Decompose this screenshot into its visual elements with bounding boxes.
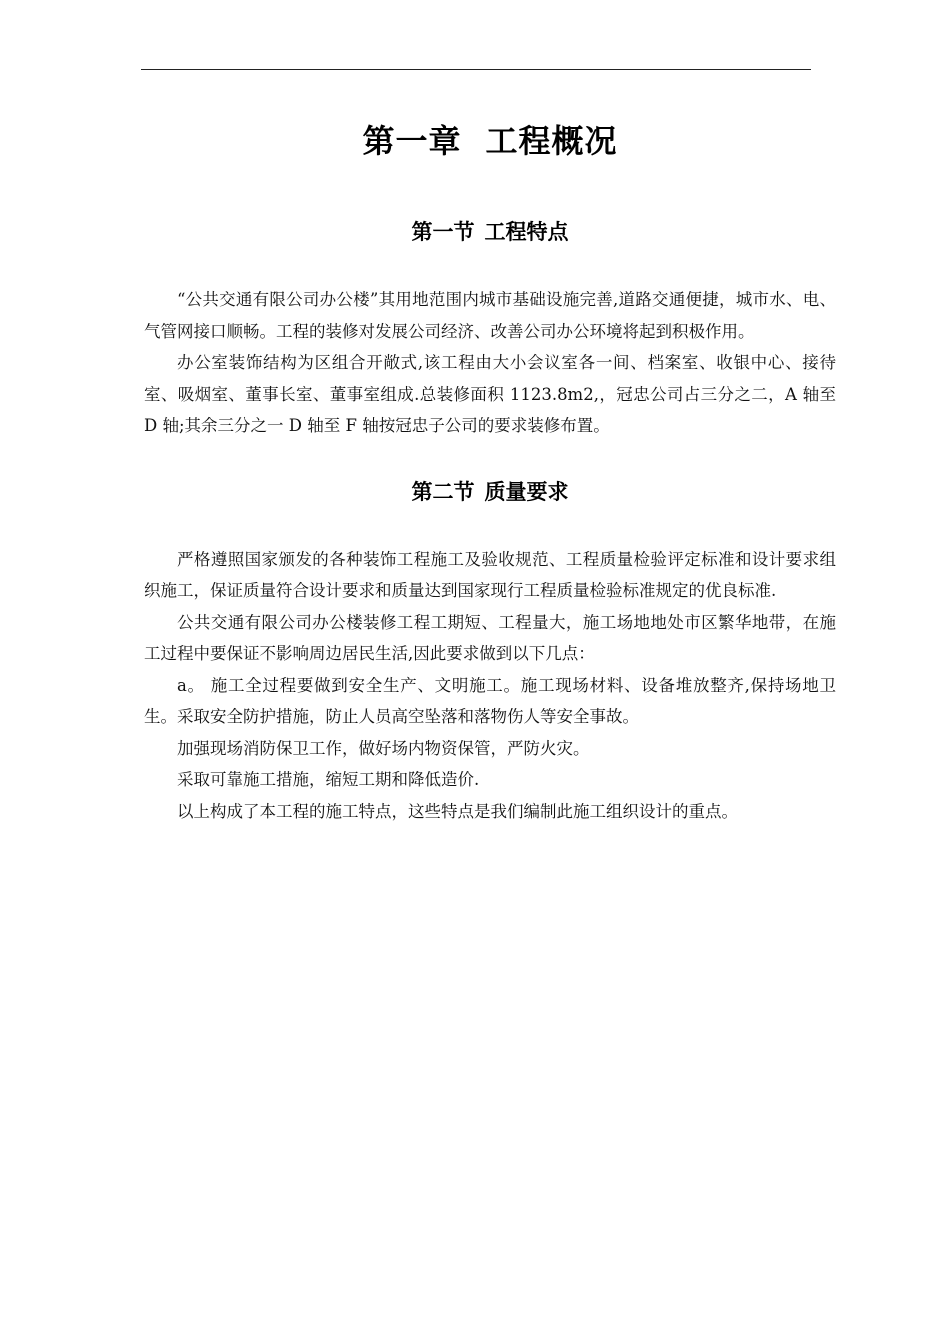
page-content <box>144 112 836 827</box>
paragraph: 公共交通有限公司办公楼装修工程工期短、工程量大，施工场地地处市区繁华地带，在施工过程中要保证不影响周边居民生活,因此要求做到以下几点： <box>144 612 836 663</box>
header-rule <box>141 69 811 70</box>
section-heading: 工程特点 <box>484 220 569 244</box>
section-heading: 质量要求 <box>484 479 569 504</box>
section-number: 第二节 <box>411 479 475 504</box>
paragraph: 采取可靠施工措施，缩短工期和降低造价. <box>177 770 480 789</box>
paragraph: 加强现场消防保卫工作，做好场内物资保管，严防火灾。 <box>177 738 590 758</box>
paragraph: “公共交通有限公司办公楼”其用地范围内城市基础设施完善,道路交通便捷，城市水、电、气管网接口顺畅。工程的装修对发展公司经济、改善公司办公环境将起到积极作用。 <box>144 290 836 341</box>
paragraph: 办公室装饰结构为区组合开敞式,该工程由大小会议室各一间、档案室、收银中心、接待室、吸烟室、董事长室、董事室组成.总装修面积 1123.8m2,，冠忠公司占三分之二，A 轴至 D 轴;其余三分之一 D 轴至 F 轴按冠忠子公司的要求装修布置。 <box>144 353 836 435</box>
section-number: 第一节 <box>411 220 475 244</box>
section-title-2 <box>144 470 836 514</box>
chapter-number: 第一章 <box>362 122 462 160</box>
paragraph: 严格遵照国家颁发的各种装饰工程施工及验收规范、工程质量检验评定标准和设计要求组织施工，保证质量符合设计要求和质量达到国家现行工程质量检验标准规定的优良标准. <box>144 549 836 600</box>
section-title-1 <box>144 210 836 254</box>
chapter-heading: 工程概况 <box>485 122 618 160</box>
chapter-title <box>144 112 836 170</box>
paragraph: 以上构成了本工程的施工特点，这些特点是我们编制此施工组织设计的重点。 <box>177 801 738 821</box>
paragraph: a。 施工全过程要做到安全生产、文明施工。施工现场材料、设备堆放整齐,保持场地卫生。采取安全防护措施，防止人员高空坠落和落物伤人等安全事故。 <box>144 675 836 726</box>
